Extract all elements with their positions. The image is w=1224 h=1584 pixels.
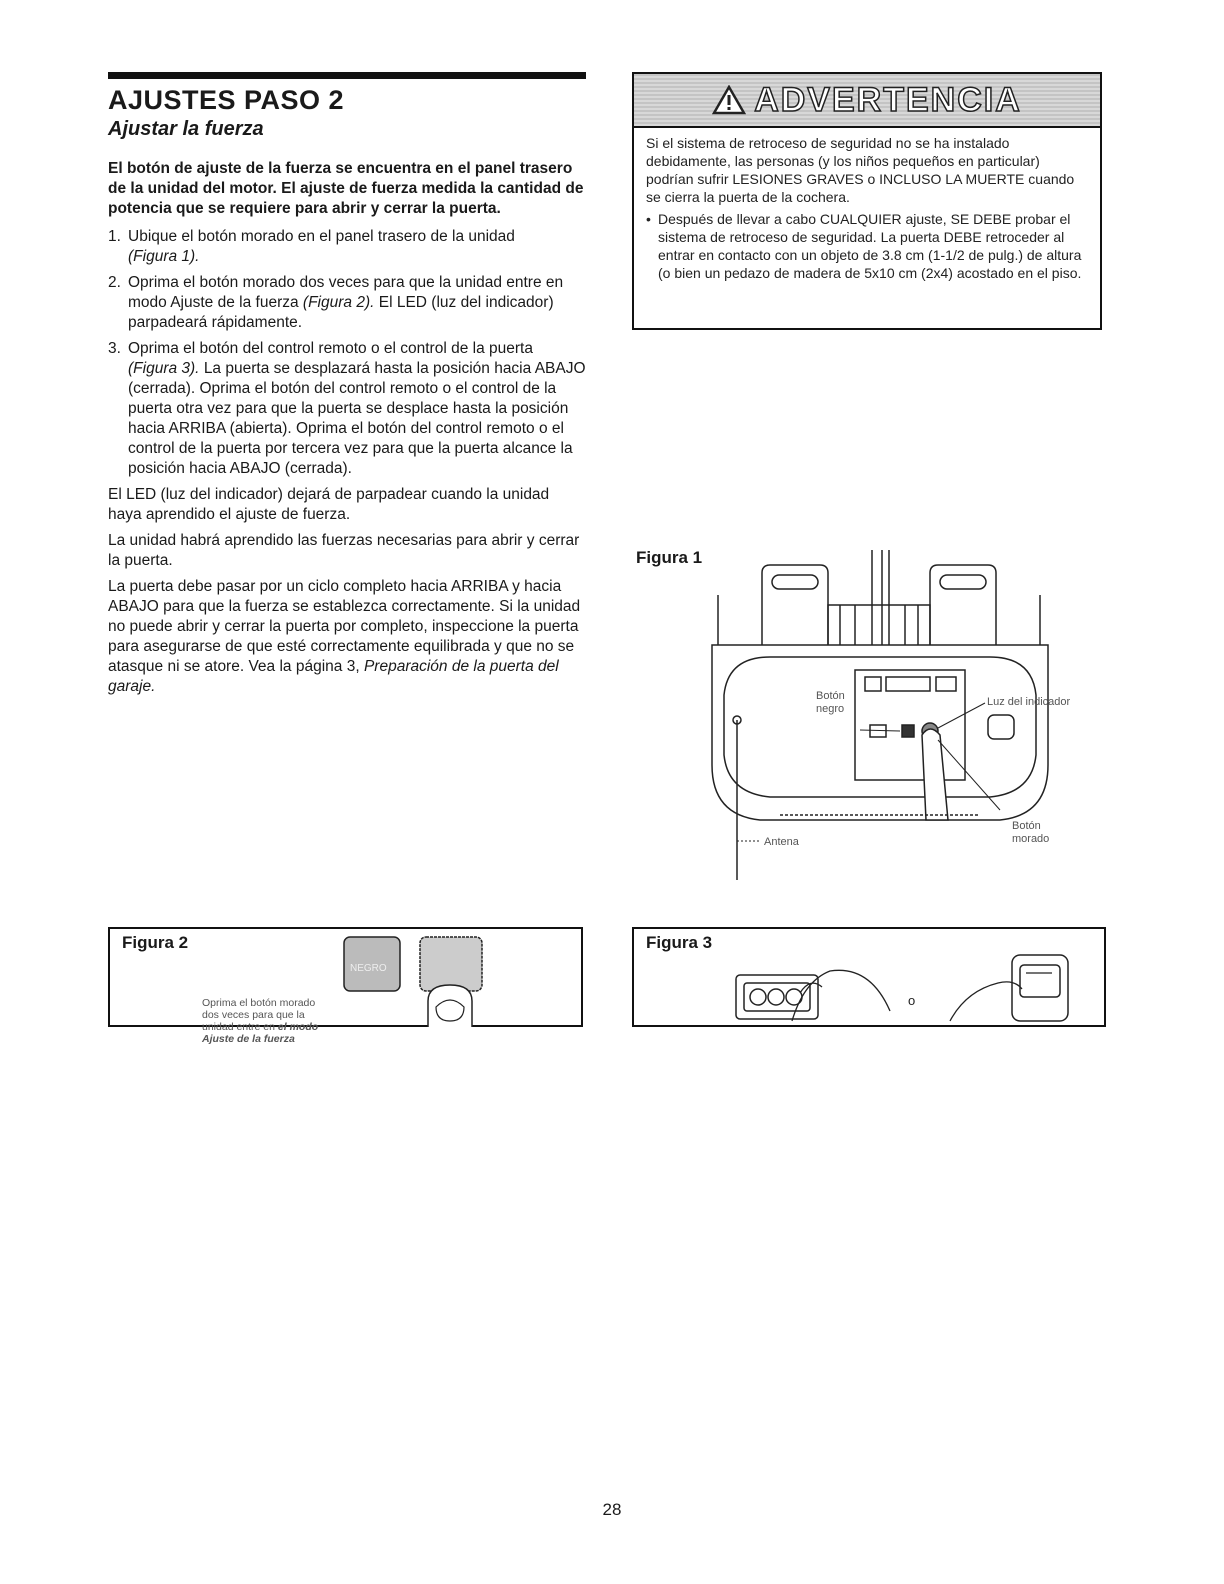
callout-purple-button-line2: morado <box>1012 833 1050 845</box>
warning-triangle-icon <box>712 85 746 115</box>
page-reference: Preparación de la puerta del garaje. <box>108 658 559 695</box>
warning-bullet-text: Después de llevar a cabo CUALQUIER ajuste, SE DEBE probar el sistema de retroceso de seguridad. La puerta DEBE retroceder al entrar en contacto con un objeto de 3.8 cm (1-1/2 de pulg.) de altura (o bien un pedazo de madera de 5x10 cm (2x4) acostado en el piso. <box>658 211 1082 281</box>
intro-paragraph: El botón de ajuste de la fuerza se encuentra en el panel trasero de la unidad del motor. El ajuste de fuerza medida la cantidad de potencia que se requiere para abrir y cerrar la puerta. <box>108 160 584 217</box>
black-button-label: NEGRO <box>350 963 387 974</box>
section-subtitle: Ajustar la fuerza <box>108 118 264 140</box>
step-text: Oprima el botón morado dos veces para que la unidad entre en modo Ajuste de la fuerza (Figura 2). El LED (luz del indicador) parpadeará rápidamente. <box>128 274 564 331</box>
step-text: Ubique el botón morado en el panel trasero de la unidad (Figura 1). <box>128 228 515 265</box>
learned-paragraph: La unidad habrá aprendido las fuerzas necesarias para abrir y cerrar la puerta. <box>108 532 580 569</box>
callout-antenna: Antena <box>764 836 799 848</box>
warning-box <box>632 72 1102 330</box>
figure-ref: (Figura 2). <box>302 294 375 311</box>
step-item <box>108 227 586 267</box>
step-number: 1. <box>108 228 121 245</box>
figure-3-connector: o <box>908 993 916 1008</box>
warning-body <box>634 128 1100 282</box>
step-item <box>108 273 586 333</box>
callout-led: Luz del indicador <box>987 696 1071 708</box>
callout-black-button-line2: negro <box>816 703 845 715</box>
steps-list <box>108 227 586 479</box>
figure-2-label: Figura 2 <box>122 933 189 952</box>
figure-ref: (Figura 1). <box>128 248 200 265</box>
warning-bullet <box>646 210 1088 282</box>
warning-title: ADVERTENCIA <box>754 80 1022 119</box>
figure-2-button-illustration <box>338 929 498 1027</box>
bullet-icon: • <box>646 211 651 227</box>
left-column <box>108 72 586 703</box>
step-text: Oprima el botón del control remoto o el control de la puerta (Figura 3). La puerta se desplazará hasta la posición hacia ABAJO (cerrada). Oprima el botón del control remoto o el control de la puerta otra vez para que la puerta se desplace hasta la posición hacia ARRIBA (abierta). Oprima el botón del control remoto o el control de la puerta por tercera vez para que la puerta alcance la posición hacia ABAJO (cerrada). <box>128 340 586 477</box>
page-number: 28 <box>602 1500 622 1519</box>
cycle-paragraph: La puerta debe pasar por un ciclo completo hacia ARRIBA y hacia ABAJO para que la fuerza se establezca correctamente. Si la unidad no puede abrir y cerrar la puerta por completo, inspeccione la puerta para asegurarse de que esté correctamente equilibrada y que no se atasque ni se atore. Vea la página 3, Preparación de la puerta del garaje. <box>108 578 581 695</box>
section-title: AJUSTES PASO 2 <box>108 85 345 115</box>
step-number: 2. <box>108 274 121 291</box>
step-item <box>108 339 586 479</box>
figure-2-caption: Oprima el botón morado dos veces para que la unidad entre en el modo Ajuste de la fuerza <box>202 997 319 1045</box>
section-rule <box>108 72 586 79</box>
figure-1-opener-illustration <box>700 545 1080 885</box>
warning-text: Si el sistema de retroceso de seguridad no se ha instalado debidamente, las personas (y los niños pequeños en particular) podrían sufrir LESIONES GRAVES o INCLUSO LA MUERTE cuando se cierra la puerta de la cochera. <box>646 135 1075 205</box>
callout-black-button-line1: Botón <box>816 690 845 702</box>
step-number: 3. <box>108 340 121 357</box>
figure-1-label: Figura 1 <box>636 548 703 567</box>
warning-header <box>634 74 1100 128</box>
led-paragraph: El LED (luz del indicador) dejará de parpadear cuando la unidad haya aprendido el ajuste de fuerza. <box>108 486 550 523</box>
figure-3-box <box>632 927 1106 1027</box>
figure-3-remote-illustration <box>730 931 1090 1025</box>
figure-2-box <box>108 927 583 1045</box>
callout-purple-button-line1: Botón <box>1012 820 1041 832</box>
figure-ref: (Figura 3). <box>128 360 200 377</box>
figure-3-label: Figura 3 <box>646 933 713 952</box>
